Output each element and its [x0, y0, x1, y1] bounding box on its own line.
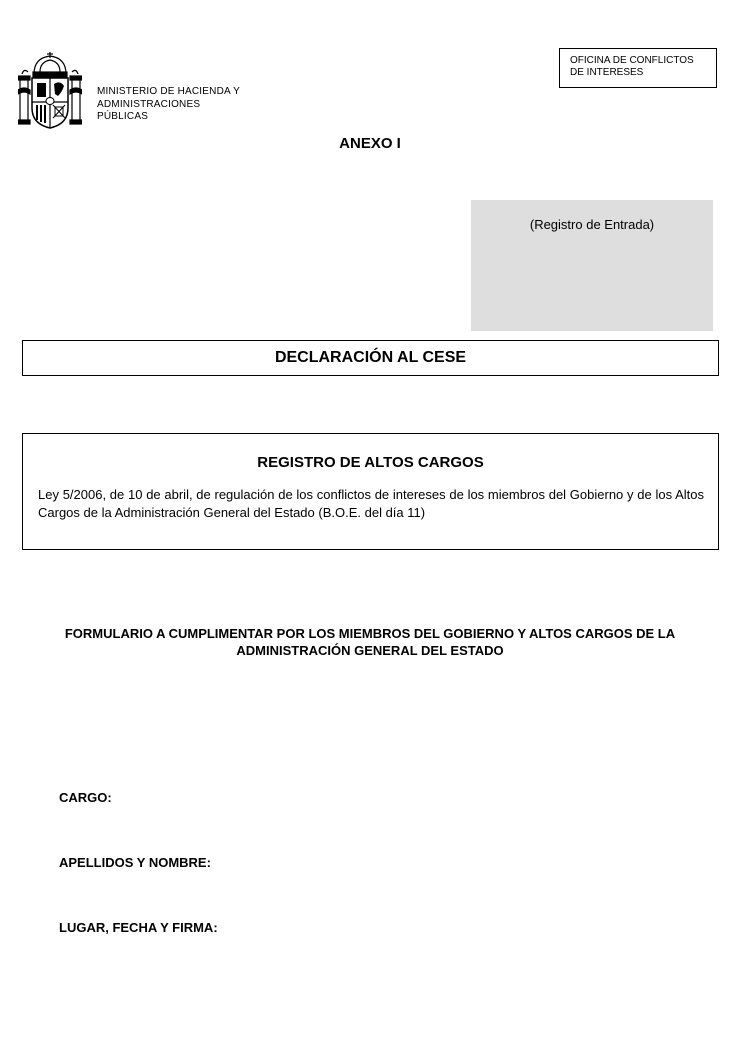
office-line: OFICINA DE CONFLICTOS — [570, 55, 694, 66]
ministry-line: PÚBLICAS — [97, 111, 149, 122]
annex-title: ANEXO I — [339, 135, 401, 152]
ministry-name — [97, 86, 267, 124]
register-title: REGISTRO DE ALTOS CARGOS — [257, 454, 484, 471]
ministry-line: ADMINISTRACIONES — [97, 98, 201, 110]
form-heading-line: FORMULARIO A CUMPLIMENTAR POR LOS MIEMBROS DEL GOBIERNO Y ALTOS CARGOS DE LA — [64, 626, 676, 641]
form-heading-line: ADMINISTRACIÓN GENERAL DEL ESTADO — [236, 642, 504, 658]
register-box — [22, 433, 719, 550]
office-line: DE INTERESES — [570, 67, 644, 78]
form-heading — [30, 626, 710, 659]
registry-entry-label: (Registro de Entrada) — [529, 217, 655, 232]
office-label-box — [559, 48, 717, 88]
field-name-label: APELLIDOS Y NOMBRE: — [59, 855, 211, 870]
register-law-text: Ley 5/2006, de 10 de abril, de regulación de los conflictos de intereses de los miembros del Gobierno y de los Altos Cargos de la Administración General del Estado (B.O.E. del día 11) — [38, 487, 704, 520]
field-cargo-label: CARGO: — [59, 790, 112, 805]
ministry-line: MINISTERIO DE HACIENDA Y — [97, 86, 240, 97]
registry-entry-box[interactable] — [471, 200, 713, 331]
field-place-date-signature-label: LUGAR, FECHA Y FIRMA: — [59, 920, 218, 935]
declaration-title: DECLARACIÓN AL CESE — [22, 340, 719, 376]
coat-of-arms-icon — [18, 52, 82, 130]
